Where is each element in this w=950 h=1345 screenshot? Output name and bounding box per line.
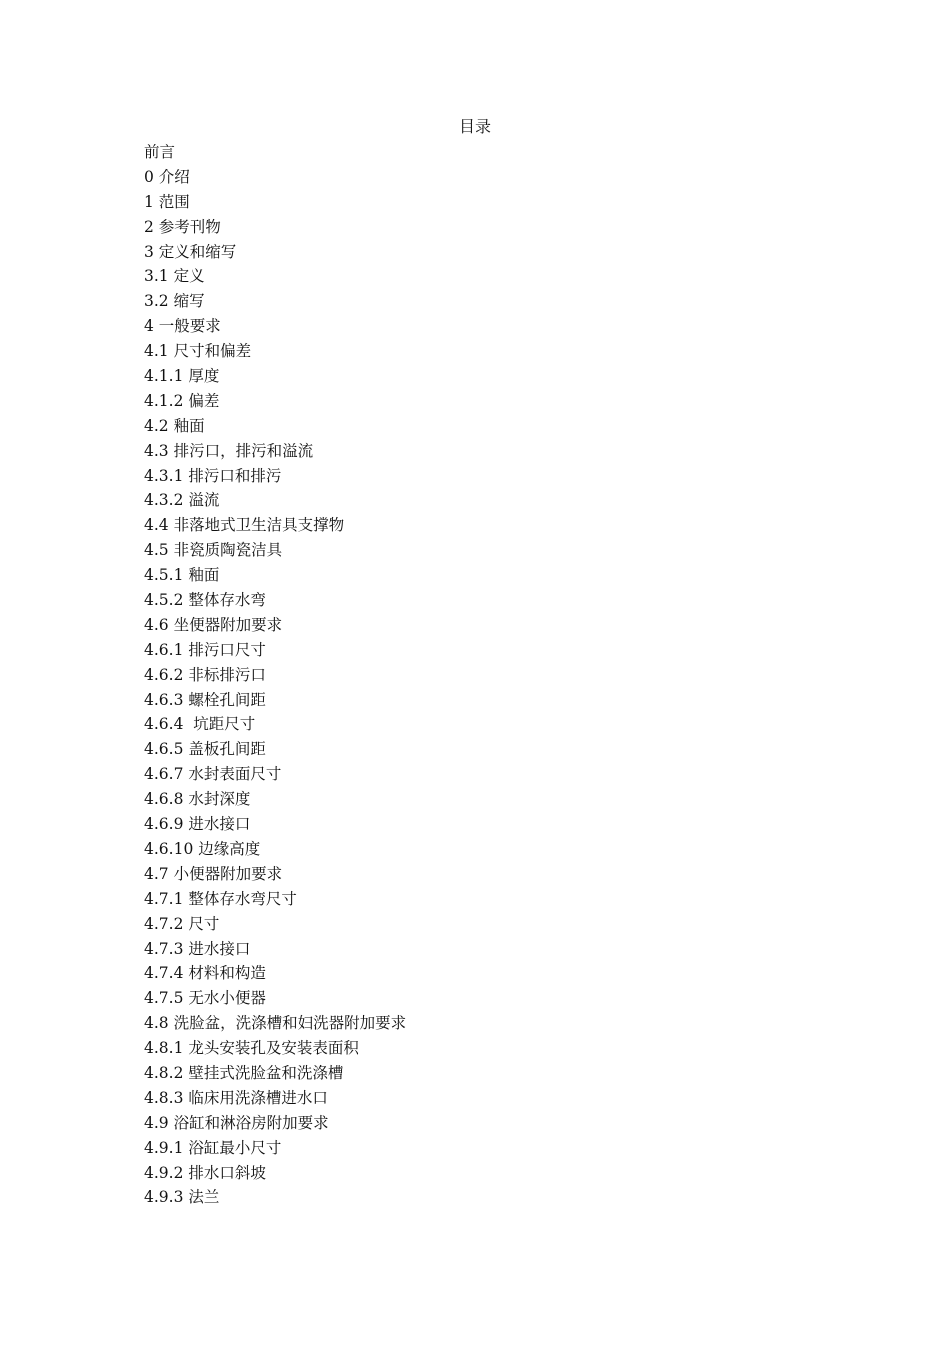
toc-entry: 4.1.2 偏差: [144, 391, 220, 410]
toc-entry: 4.8.2 壁挂式洗脸盆和洗涤槽: [144, 1063, 344, 1082]
toc-entry: 4.6.2 非标排污口: [144, 665, 266, 684]
toc-entry: 4.8 洗脸盆，洗涤槽和妇洗器附加要求: [144, 1014, 407, 1033]
toc-entry: 4.8.3 临床用洗涤槽进水口: [144, 1088, 328, 1107]
toc-entry: 3 定义和缩写: [144, 242, 237, 261]
toc-entry: 4.1.1 厚度: [144, 367, 220, 386]
toc-entry: 4.6.1 排污口尺寸: [144, 640, 266, 659]
toc-entry: 4 一般要求: [144, 317, 221, 336]
toc-entry: 4.6.4 坑距尺寸: [144, 715, 256, 734]
toc-entry: 4.9.1 浴缸最小尺寸: [144, 1138, 282, 1157]
toc-entry: 4.6.5 盖板孔间距: [144, 740, 266, 759]
toc-entry: 0 介绍: [144, 167, 190, 186]
toc-entry: 4.1 尺寸和偏差: [144, 342, 252, 361]
toc-entry: 前言: [144, 143, 176, 161]
toc-title: 目录: [458, 117, 491, 136]
toc-entry: 4.7 小便器附加要求: [144, 864, 283, 883]
toc-entry: 4.5 非瓷质陶瓷洁具: [144, 541, 283, 560]
toc-entry: 4.5.1 釉面: [144, 566, 220, 585]
toc-entry: 4.7.3 进水接口: [144, 939, 251, 958]
toc-entry: 4.6.3 螺栓孔间距: [144, 690, 266, 709]
toc-entry: 4.6.9 进水接口: [144, 815, 251, 834]
toc-entry: 4.6.10 边缘高度: [144, 839, 261, 858]
toc-entry: 3.2 缩写: [144, 292, 205, 311]
toc-entry: 4.3.1 排污口和排污: [144, 466, 282, 485]
toc-entry: 4.9.3 法兰: [144, 1188, 220, 1207]
toc-entry: 4.3 排污口，排污和溢流: [144, 441, 314, 460]
toc-entry: 4.7.1 整体存水弯尺寸: [144, 889, 297, 908]
toc-list: [144, 140, 406, 1210]
toc-entry: 4.3.2 溢流: [144, 491, 220, 510]
toc-entry: 4.8.1 龙头安装孔及安装表面积: [144, 1039, 359, 1058]
toc-entry: 4.6.8 水封深度: [144, 790, 251, 809]
toc-entry: 4.6 坐便器附加要求: [144, 615, 283, 634]
toc-entry: 4.7.5 无水小便器: [144, 989, 266, 1008]
toc-entry: 4.5.2 整体存水弯: [144, 591, 266, 610]
toc-entry: 4.7.2 尺寸: [144, 914, 220, 933]
toc-entry: 3.1 定义: [144, 267, 205, 286]
toc-entry: 4.6.7 水封表面尺寸: [144, 765, 282, 784]
toc-entry: 2 参考刊物: [144, 217, 221, 236]
toc-entry: 4.4 非落地式卫生洁具支撑物: [144, 516, 345, 535]
toc-entry: 4.2 釉面: [144, 416, 205, 435]
toc-entry: 4.9.2 排水口斜坡: [144, 1163, 266, 1182]
toc-entry: 4.9 浴缸和淋浴房附加要求: [144, 1113, 329, 1132]
toc-entry: 1 范围: [144, 192, 190, 211]
toc-entry: 4.7.4 材料和构造: [144, 964, 266, 983]
